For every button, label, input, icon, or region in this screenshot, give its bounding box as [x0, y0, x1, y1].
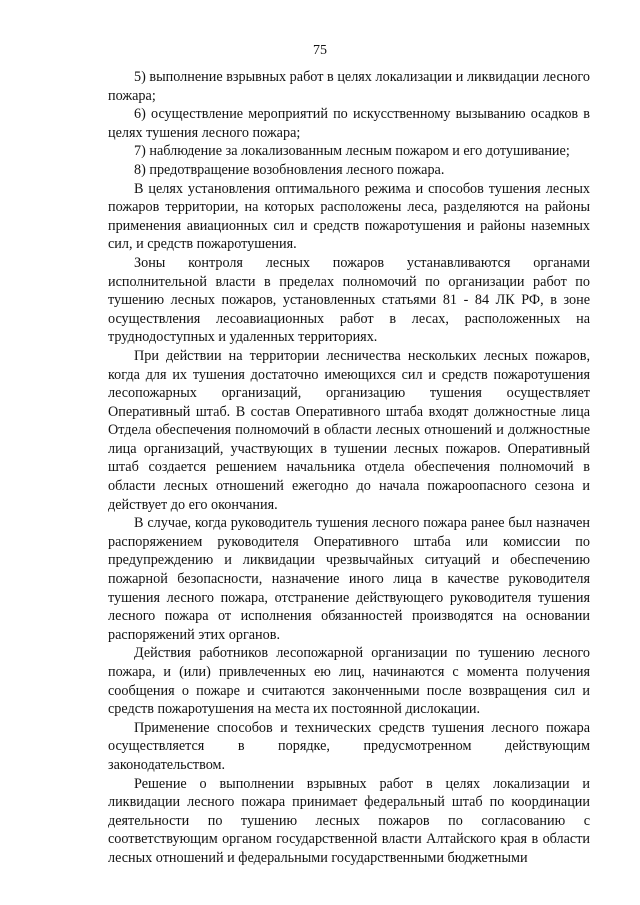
- paragraph-item-7: 7) наблюдение за локализованным лесным пожаром и его дотушивание;: [134, 143, 570, 160]
- paragraph-blasting-decision: Решение о выполнении взрывных работ в целях локализации и ликвидации лесного пожара принимает федеральный штаб по координации деятельности по тушению лесных пожаров по согласованию с соответствующим органом государственной власти Алтайского края в области лесных отношений и федеральными государственными бюджетными: [108, 775, 590, 866]
- paragraph-fire-manager: В случае, когда руководитель тушения лесного пожара ранее был назначен распоряжением руководителя Оперативного штаба или комиссии по предупреждению и ликвидации чрезвычайных ситуаций и обеспечению пожарной безопасности, назначение иного лица в качестве руководителя тушения лесного пожара, отстранение действующего руководителя тушения лесного пожара от исполнения обязанностей производятся на основании распоряжений этих органов.: [108, 515, 590, 643]
- page-number: 75: [313, 43, 327, 58]
- paragraph-operational-hq: При действии на территории лесничества нескольких лесных пожаров, когда для их тушения достаточно имеющихся сил и средств пожаротушения лесопожарных организаций, организацию тушения осуществляет Оперативный штаб. В состав Оперативного штаба входят должностные лица Отдела обеспечения полномочий в области лесных отношений и должностные лица организаций, участвующих в тушении лесных пожаров. Оперативный штаб создается решением начальника отдела обеспечения полномочий в области лесных отношений ежегодно до начала пожароопасного сезона и действует до его окончания.: [108, 347, 590, 513]
- paragraph-item-8: 8) предотвращение возобновления лесного пожара.: [134, 161, 445, 178]
- paragraph-fire-zones: В целях установления оптимального режима и способов тушения лесных пожаров территории, на которых расположены леса, разделяются на районы применения авиационных сил и средств пожаротушения и районы наземных сил, и средств пожаротушения.: [108, 180, 590, 253]
- paragraph-item-6: 6) осуществление мероприятий по искусственному вызыванию осадков в целях тушения лесного пожара;: [108, 106, 590, 141]
- paragraph-item-5: 5) выполнение взрывных работ в целях локализации и ликвидации лесного пожара;: [108, 69, 590, 104]
- paragraph-methods: Применение способов и технических средств тушения лесного пожара осуществляется в порядке, предусмотренном действующим законодательством.: [108, 719, 590, 773]
- paragraph-control-zones: Зоны контроля лесных пожаров устанавливаются органами исполнительной власти в пределах полномочий по организации работ по тушению лесных пожаров, установленных статьями 81 - 84 ЛК РФ, в зоне осуществления лесоавиационных работ в лесах, расположенных на труднодоступных и удаленных территориях.: [108, 254, 590, 346]
- document-body: [108, 68, 590, 868]
- paragraph-worker-actions: Действия работников лесопожарной организации по тушению лесного пожара, и (или) привлеченных ею лиц, начинаются с момента получения сообщения о пожаре и считаются законченными после возвращения сил и средств пожаротушения на места их постоянной дислокации.: [108, 645, 590, 718]
